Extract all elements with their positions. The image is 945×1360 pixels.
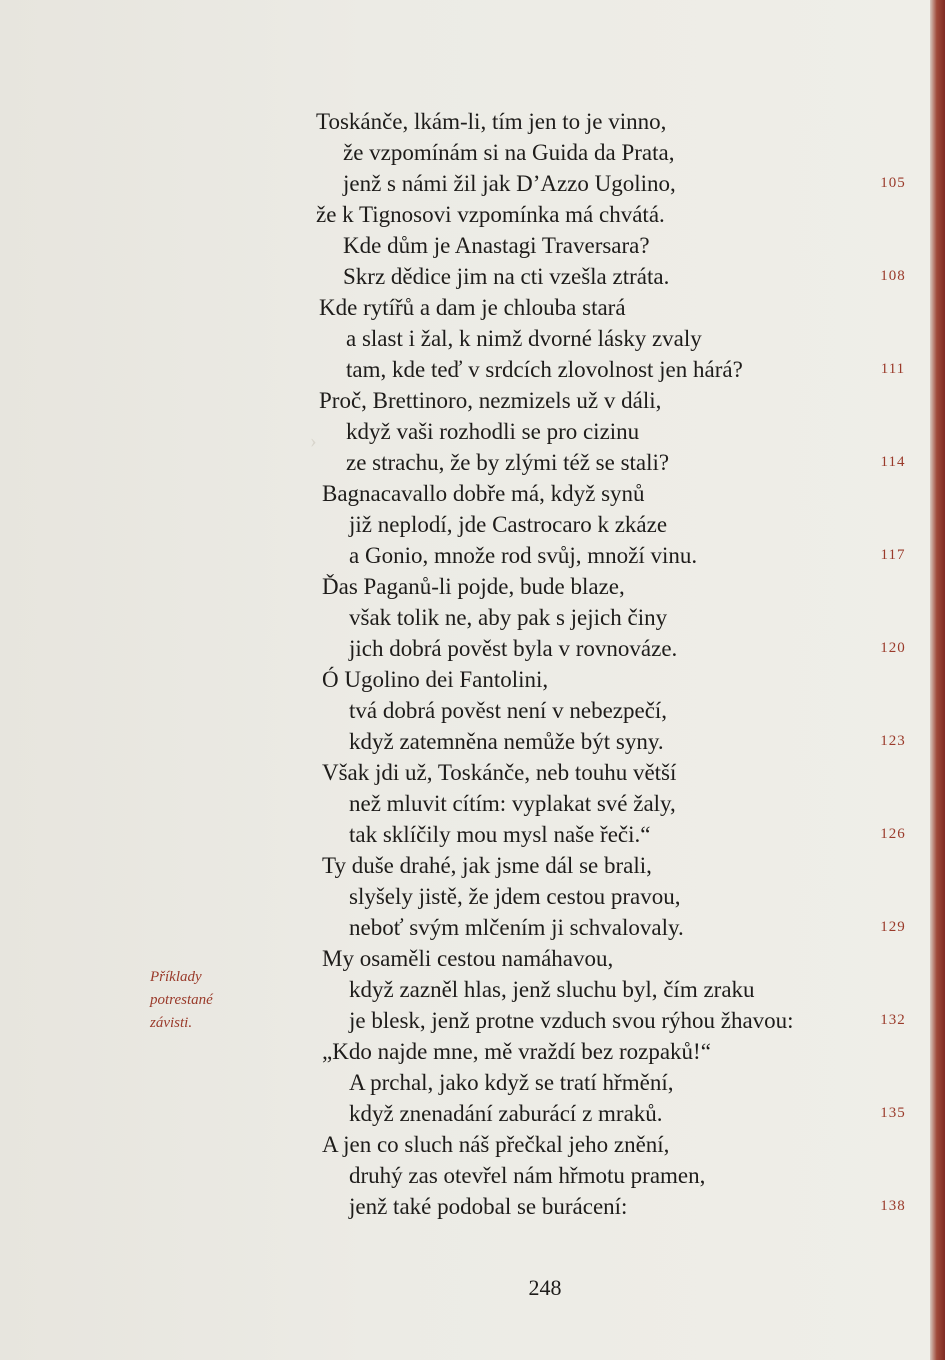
verse-line (0, 199, 930, 230)
line-number: 117 (880, 547, 906, 563)
line-number: 114 (880, 454, 906, 470)
verse-text: že vzpomínám si na Guida da Prata, (343, 140, 675, 165)
verse-text: Kde dům je Anastagi Traversara? (343, 233, 650, 258)
verse-text: A jen co sluch náš přečkal jeho znění, (322, 1132, 670, 1157)
line-number: 138 (880, 1198, 906, 1214)
verse-line (0, 726, 930, 757)
verse-text: jenž s námi žil jak D’Azzo Ugolino, (343, 171, 676, 196)
verse-line (0, 1160, 930, 1191)
verse-line (0, 509, 930, 540)
verse-text: jich dobrá pověst byla v rovnováze. (349, 636, 678, 661)
verse-line (0, 385, 930, 416)
line-number: 111 (880, 361, 906, 377)
verse-text: tvá dobrá pověst není v nebezpečí, (349, 698, 668, 723)
verse-line (0, 850, 930, 881)
page-edge-red (930, 0, 945, 1360)
line-number: 108 (880, 268, 906, 284)
verse-text: a slast i žal, k nimž dvorné lásky zvaly (346, 326, 702, 351)
verse-text: jenž také podobal se burácení: (349, 1194, 628, 1219)
verse-line (0, 106, 930, 137)
verse-line (0, 695, 930, 726)
verse-line (0, 230, 930, 261)
verse-text: Však jdi už, Toskánče, neb touhu větší (322, 760, 677, 785)
verse-text: Bagnacavallo dobře má, když synů (322, 481, 645, 506)
verse-text: ze strachu, že by zlými též se stali? (346, 450, 670, 475)
verse-line (0, 633, 930, 664)
verse-line (0, 416, 930, 447)
verse-line (0, 788, 930, 819)
verse-line (0, 478, 930, 509)
verse-line (0, 912, 930, 943)
verse-text: druhý zas otevřel nám hřmotu pramen, (349, 1163, 706, 1188)
line-number: 135 (880, 1105, 906, 1121)
line-number: 129 (880, 919, 906, 935)
verse-line (0, 354, 930, 385)
verse-line (0, 664, 930, 695)
show-through-mark: › (310, 430, 317, 452)
line-number: 123 (880, 733, 906, 749)
verse-line (0, 757, 930, 788)
page-number: 248 (528, 1275, 562, 1300)
verse-line (0, 1005, 930, 1036)
verse-text: Kde rytířů a dam je chlouba stará (319, 295, 626, 320)
verse-text: když znenadání zaburácí z mraků. (349, 1101, 663, 1126)
verse-text: Ty duše drahé, jak jsme dál se brali, (322, 853, 652, 878)
verse-line (0, 881, 930, 912)
margin-note (150, 966, 250, 1035)
verse-text: již neplodí, jde Castrocaro k zkáze (349, 512, 668, 537)
verse-line (0, 168, 930, 199)
verse-line (0, 540, 930, 571)
verse-line (0, 323, 930, 354)
margin-note-line: závisti. (150, 1015, 193, 1031)
verse-line (0, 571, 930, 602)
verse-line (0, 261, 930, 292)
verse-text: slyšely jistě, že jdem cestou pravou, (349, 884, 681, 909)
line-number: 105 (880, 175, 906, 191)
verse-text: tam, kde teď v srdcích zlovolnost jen hárá? (346, 357, 743, 382)
verse-line (0, 447, 930, 478)
verse-text: „Kdo najde mne, mě vraždí bez rozpaků!“ (322, 1039, 711, 1064)
verse-text: když zatemněna nemůže být syny. (349, 729, 664, 754)
verse-text: než mluvit cítím: vyplakat své žaly, (349, 791, 676, 816)
line-number: 120 (880, 640, 906, 656)
verse-line (0, 943, 930, 974)
verse-line (0, 1098, 930, 1129)
line-number: 132 (880, 1012, 906, 1028)
verse-text: když zazněl hlas, jenž sluchu byl, čím zraku (349, 977, 755, 1002)
verse-line (0, 1067, 930, 1098)
verse-text: neboť svým mlčením ji schvalovaly. (349, 915, 684, 940)
verse-line (0, 974, 930, 1005)
verse-text: My osaměli cestou namáhavou, (322, 946, 614, 971)
verse-line (0, 1129, 930, 1160)
verse-line (0, 819, 930, 850)
verse-text: Toskánče, lkám-li, tím jen to je vinno, (316, 109, 667, 134)
verse-text: že k Tignosovi vzpomínka má chvátá. (316, 202, 665, 227)
verse-line (0, 1191, 930, 1222)
verse-text: Ó Ugolino dei Fantolini, (322, 667, 549, 692)
verse-line (0, 137, 930, 168)
margin-note-line: Příklady (150, 969, 202, 985)
verse-text: Proč, Brettinoro, nezmizels už v dáli, (319, 388, 662, 413)
verse-text: Skrz dědice jim na cti vzešla ztráta. (343, 264, 670, 289)
verse-line (0, 602, 930, 633)
verse-text: Ďas Paganů-li pojde, bude blaze, (322, 574, 625, 599)
verse-line (0, 292, 930, 323)
verse-text: a Gonio, množe rod svůj, množí vinu. (349, 543, 698, 568)
verse-text: tak sklíčily mou mysl naše řeči.“ (349, 822, 651, 847)
verse-line (0, 1036, 930, 1067)
verse-text: však tolik ne, aby pak s jejich činy (349, 605, 668, 630)
line-number: 126 (880, 826, 906, 842)
verse-text: když vaši rozhodli se pro cizinu (346, 419, 640, 444)
verse-text: je blesk, jenž protne vzduch svou rýhou žhavou: (349, 1008, 794, 1033)
verse-text: A prchal, jako když se tratí hřmění, (349, 1070, 674, 1095)
margin-note-line: potrestané (150, 992, 213, 1008)
